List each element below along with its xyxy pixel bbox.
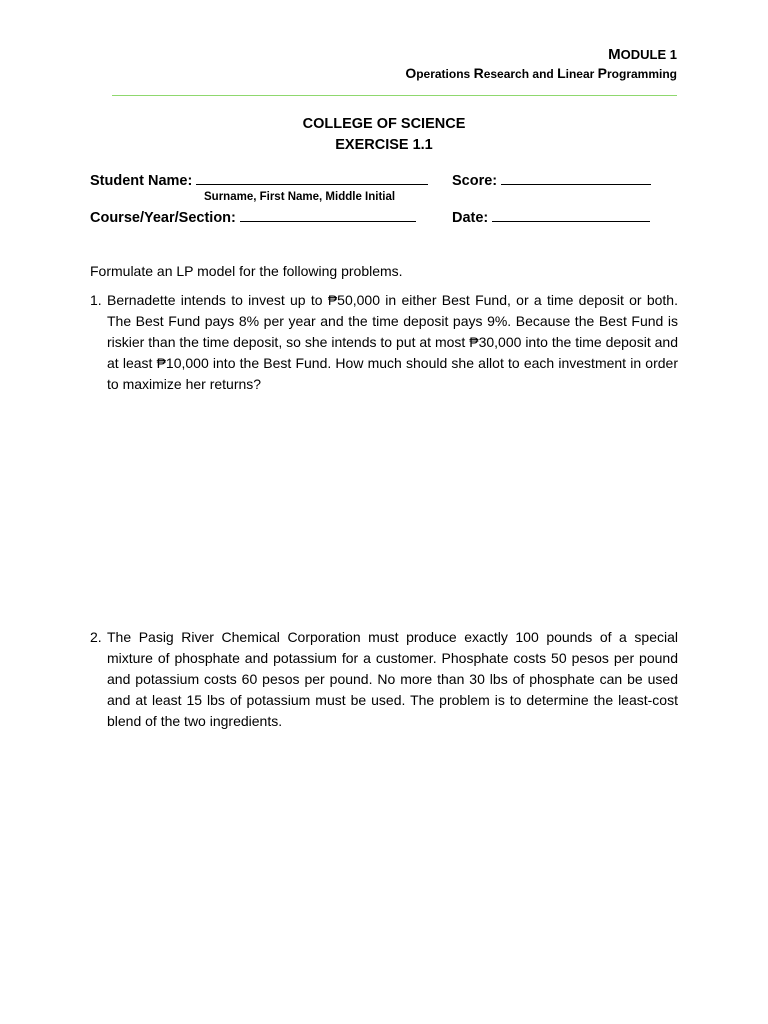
course-year-section-blank[interactable] [240, 209, 416, 222]
header-divider [112, 95, 677, 96]
score-label: Score: [452, 173, 498, 189]
problem-1 [90, 290, 678, 395]
date-field[interactable] [452, 209, 650, 226]
subject-rest-2: esearch and [483, 67, 558, 81]
date-blank[interactable] [492, 209, 650, 222]
subject-rest-1: perations [416, 67, 474, 81]
page-header [405, 46, 677, 83]
date-label: Date: [452, 210, 489, 226]
subject-rest-3: inear [565, 67, 598, 81]
module-rest: ODULE 1 [620, 47, 677, 62]
problem-text: Bernadette intends to invest up to ₱50,000 in either Best Fund, or a time deposit or both. The Best Fund pays 8% per year and the time deposit pays 9%. Because the Best Fund is riskier than the time deposit, so she intends to put at most ₱30,000 into the time deposit and at least ₱10,000 into the Best Fund. How much should she allot to each investment in order to maximize her returns? [107, 292, 678, 392]
problem-number: 2. [90, 629, 102, 645]
exercise-title: EXERCISE 1.1 [335, 137, 433, 153]
course-year-section-label: Course/Year/Section: [90, 210, 236, 226]
subject-cap-4: P [597, 65, 607, 81]
college-title: COLLEGE OF SCIENCE [302, 116, 466, 132]
subject-cap-1: O [405, 65, 417, 81]
problem-number: 1. [90, 292, 102, 308]
student-name-label: Student Name: [90, 173, 193, 189]
instructions: Formulate an LP model for the following problems. [90, 263, 403, 279]
course-subject-title [405, 64, 677, 83]
score-field[interactable] [452, 172, 651, 189]
student-name-blank[interactable] [196, 172, 428, 185]
problem-2 [90, 627, 678, 732]
module-initial: M [608, 46, 621, 63]
subject-cap-2: R [473, 65, 484, 81]
problem-text: The Pasig River Chemical Corporation must produce exactly 100 pounds of a special mixture of phosphate and potassium for a customer. Phosphate costs 50 pesos per pound and potassium costs 60 pesos per pound. No more than 30 lbs of phosphate can be used and at least 15 lbs of potassium must be used. The problem is to determine the least-cost blend of the two ingredients. [107, 629, 678, 729]
module-label [405, 46, 677, 64]
student-name-field[interactable] [90, 172, 428, 189]
subject-rest-4: rogramming [606, 67, 677, 81]
course-year-section-field[interactable] [90, 209, 416, 226]
exercise-titles [0, 114, 768, 156]
score-blank[interactable] [501, 172, 651, 185]
name-format-hint: Surname, First Name, Middle Initial [204, 191, 396, 203]
subject-cap-3: L [557, 65, 566, 81]
